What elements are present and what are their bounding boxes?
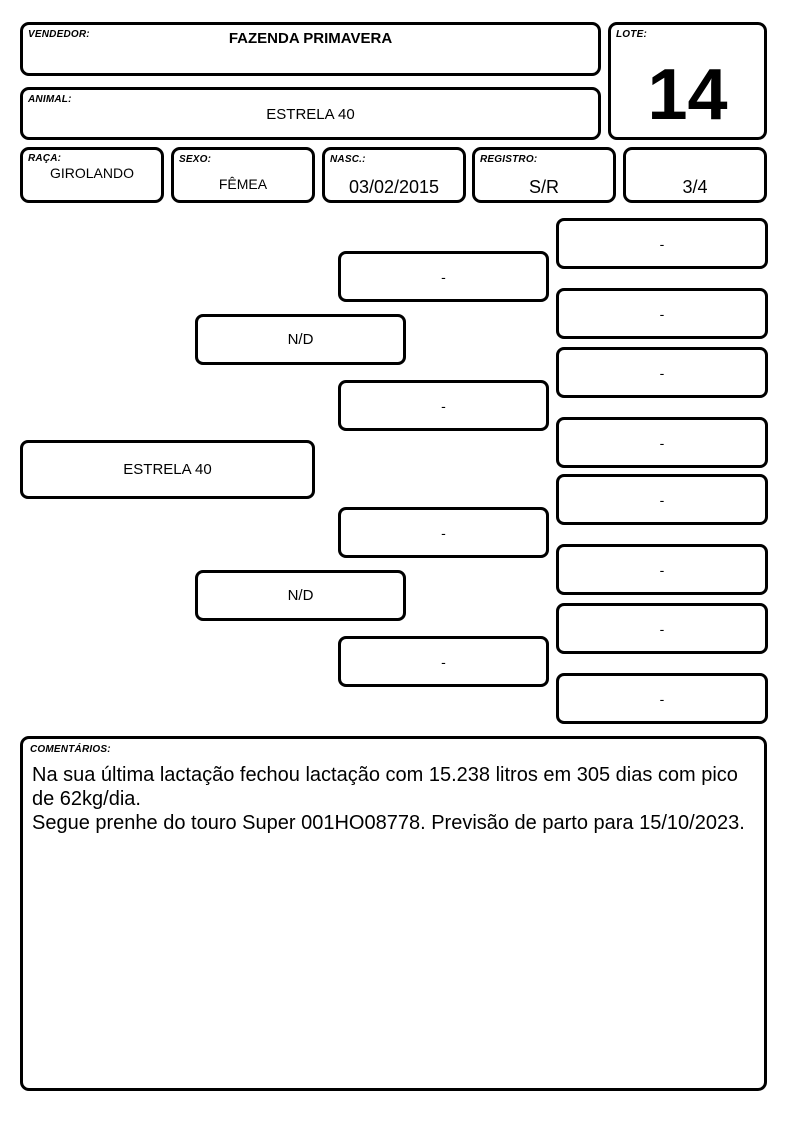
sex-label: SEXO:: [179, 154, 212, 165]
pedigree-great-grandparent: -: [556, 288, 768, 339]
breed-value: GIROLANDO: [49, 165, 134, 181]
comment-line: Na sua última lactação fechou lactação com 15.238 litros em 305 dias com pico de 62kg/dia.: [32, 764, 738, 810]
pedigree-great-grandparent: -: [556, 673, 768, 724]
pedigree-dam: N/D: [195, 570, 406, 621]
animal-value: ESTRELA 40: [266, 106, 355, 123]
pedigree-great-grandparent: -: [556, 474, 768, 525]
sex-value: FÊMEA: [218, 176, 268, 192]
grade-box: [623, 147, 767, 203]
animal-label: ANIMAL:: [28, 94, 72, 105]
birth-label: NASC.:: [330, 154, 366, 165]
vendor-box: [20, 22, 601, 76]
registry-value: S/R: [528, 177, 559, 197]
lot-box: [608, 22, 767, 140]
animal-box: [20, 87, 601, 140]
lot-label: LOTE:: [616, 29, 647, 40]
lot-number: 14: [647, 55, 728, 135]
comments-label: COMENTÁRIOS:: [30, 744, 111, 755]
pedigree-dam-dam: -: [338, 636, 549, 687]
grade-value: 3/4: [682, 177, 708, 197]
registry-label: REGISTRO:: [480, 154, 538, 165]
birth-value: 03/02/2015: [348, 177, 440, 197]
comments-text: [32, 763, 750, 835]
comment-line: Segue prenhe do touro Super 001HO08778. Previsão de parto para 15/10/2023.: [32, 812, 745, 834]
pedigree-dam-sire: -: [338, 507, 549, 558]
pedigree-sire-sire: -: [338, 251, 549, 302]
pedigree-great-grandparent: -: [556, 603, 768, 654]
breed-box: [20, 147, 164, 203]
pedigree-great-grandparent: -: [556, 347, 768, 398]
pedigree-sire-dam: -: [338, 380, 549, 431]
pedigree-sire: N/D: [195, 314, 406, 365]
breed-label: RAÇA:: [28, 153, 62, 164]
vendor-label: VENDEDOR:: [28, 29, 90, 40]
comments-box: [20, 736, 767, 1091]
pedigree-animal: ESTRELA 40: [20, 440, 315, 499]
pedigree-great-grandparent: -: [556, 417, 768, 468]
birth-box: [322, 147, 466, 203]
pedigree-great-grandparent: -: [556, 544, 768, 595]
sex-box: [171, 147, 315, 203]
pedigree-great-grandparent: -: [556, 218, 768, 269]
registry-box: [472, 147, 616, 203]
vendor-value: FAZENDA PRIMAVERA: [228, 30, 393, 47]
